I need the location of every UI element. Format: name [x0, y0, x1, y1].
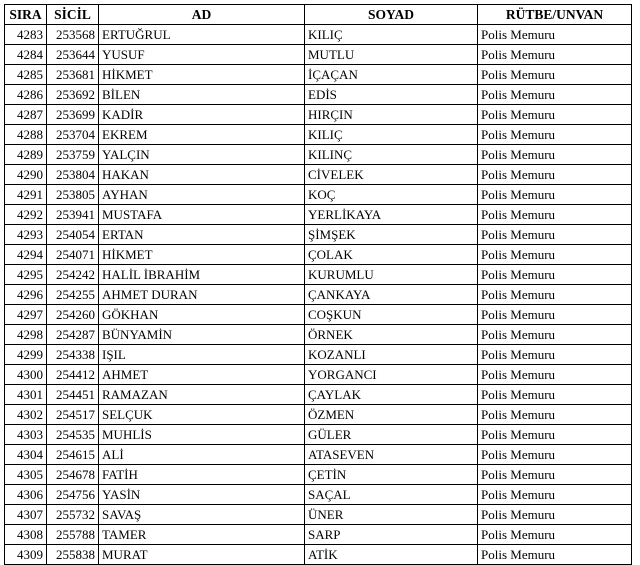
cell-sicil: 254678: [47, 465, 99, 485]
cell-ad: RAMAZAN: [99, 385, 305, 405]
cell-ad: HİKMET: [99, 245, 305, 265]
personnel-table: [4, 4, 632, 565]
cell-soyad: ÇETİN: [305, 465, 478, 485]
cell-soyad: ŞİMŞEK: [305, 225, 478, 245]
cell-soyad: ÇANKAYA: [305, 285, 478, 305]
table-row: [5, 245, 632, 265]
cell-soyad: YORGANCI: [305, 365, 478, 385]
cell-sira: 4301: [5, 385, 47, 405]
cell-rutbe: Polis Memuru: [478, 405, 632, 425]
cell-sicil: 254412: [47, 365, 99, 385]
cell-ad: HİKMET: [99, 65, 305, 85]
cell-sira: 4297: [5, 305, 47, 325]
cell-sira: 4293: [5, 225, 47, 245]
cell-ad: YALÇIN: [99, 145, 305, 165]
table-row: [5, 425, 632, 445]
cell-ad: AHMET DURAN: [99, 285, 305, 305]
cell-rutbe: Polis Memuru: [478, 25, 632, 45]
cell-sicil: 253804: [47, 165, 99, 185]
table-row: [5, 545, 632, 565]
cell-sira: 4289: [5, 145, 47, 165]
table-header-row: [5, 5, 632, 25]
header-sicil: SİCİL: [47, 5, 99, 25]
cell-soyad: KURUMLU: [305, 265, 478, 285]
cell-rutbe: Polis Memuru: [478, 125, 632, 145]
table-row: [5, 85, 632, 105]
cell-ad: HAKAN: [99, 165, 305, 185]
header-sira: SIRA: [5, 5, 47, 25]
table-row: [5, 45, 632, 65]
cell-ad: AYHAN: [99, 185, 305, 205]
cell-sira: 4300: [5, 365, 47, 385]
cell-sira: 4307: [5, 505, 47, 525]
table-row: [5, 125, 632, 145]
cell-rutbe: Polis Memuru: [478, 265, 632, 285]
table-row: [5, 105, 632, 125]
cell-sicil: 254287: [47, 325, 99, 345]
cell-soyad: ÇOLAK: [305, 245, 478, 265]
cell-soyad: SARP: [305, 525, 478, 545]
cell-ad: SAVAŞ: [99, 505, 305, 525]
cell-ad: IŞIL: [99, 345, 305, 365]
table-row: [5, 325, 632, 345]
cell-ad: ERTUĞRUL: [99, 25, 305, 45]
personnel-list-sheet: [4, 4, 632, 565]
table-row: [5, 265, 632, 285]
table-row: [5, 525, 632, 545]
cell-soyad: HIRÇIN: [305, 105, 478, 125]
cell-ad: ALİ: [99, 445, 305, 465]
cell-sicil: 254517: [47, 405, 99, 425]
cell-rutbe: Polis Memuru: [478, 445, 632, 465]
cell-sira: 4295: [5, 265, 47, 285]
cell-sicil: 253805: [47, 185, 99, 205]
cell-ad: AHMET: [99, 365, 305, 385]
table-row: [5, 165, 632, 185]
table-row: [5, 445, 632, 465]
cell-sicil: 253759: [47, 145, 99, 165]
cell-soyad: ÖRNEK: [305, 325, 478, 345]
cell-soyad: KILIÇ: [305, 25, 478, 45]
cell-rutbe: Polis Memuru: [478, 465, 632, 485]
cell-sicil: 254535: [47, 425, 99, 445]
cell-ad: YASİN: [99, 485, 305, 505]
cell-sira: 4306: [5, 485, 47, 505]
table-row: [5, 145, 632, 165]
cell-soyad: EDİS: [305, 85, 478, 105]
cell-ad: BÜNYAMİN: [99, 325, 305, 345]
cell-ad: BİLEN: [99, 85, 305, 105]
cell-sicil: 254054: [47, 225, 99, 245]
cell-ad: FATİH: [99, 465, 305, 485]
cell-sicil: 254338: [47, 345, 99, 365]
cell-rutbe: Polis Memuru: [478, 85, 632, 105]
header-rutbe: RÜTBE/UNVAN: [478, 5, 632, 25]
cell-rutbe: Polis Memuru: [478, 45, 632, 65]
cell-rutbe: Polis Memuru: [478, 105, 632, 125]
cell-rutbe: Polis Memuru: [478, 185, 632, 205]
table-row: [5, 465, 632, 485]
table-row: [5, 345, 632, 365]
cell-sira: 4298: [5, 325, 47, 345]
cell-sira: 4309: [5, 545, 47, 565]
cell-soyad: ATİK: [305, 545, 478, 565]
cell-sicil: 253568: [47, 25, 99, 45]
table-row: [5, 485, 632, 505]
cell-rutbe: Polis Memuru: [478, 305, 632, 325]
cell-soyad: KOZANLI: [305, 345, 478, 365]
cell-soyad: SAÇAL: [305, 485, 478, 505]
cell-ad: TAMER: [99, 525, 305, 545]
cell-sicil: 254615: [47, 445, 99, 465]
cell-sicil: 253681: [47, 65, 99, 85]
cell-soyad: ÜNER: [305, 505, 478, 525]
cell-sicil: 253644: [47, 45, 99, 65]
cell-ad: SELÇUK: [99, 405, 305, 425]
cell-rutbe: Polis Memuru: [478, 285, 632, 305]
cell-sira: 4299: [5, 345, 47, 365]
table-row: [5, 65, 632, 85]
cell-soyad: GÜLER: [305, 425, 478, 445]
cell-soyad: CİVELEK: [305, 165, 478, 185]
cell-sira: 4302: [5, 405, 47, 425]
cell-sira: 4283: [5, 25, 47, 45]
cell-soyad: MUTLU: [305, 45, 478, 65]
cell-sira: 4291: [5, 185, 47, 205]
cell-sira: 4284: [5, 45, 47, 65]
cell-rutbe: Polis Memuru: [478, 145, 632, 165]
cell-rutbe: Polis Memuru: [478, 245, 632, 265]
cell-sicil: 255788: [47, 525, 99, 545]
cell-rutbe: Polis Memuru: [478, 505, 632, 525]
table-row: [5, 305, 632, 325]
cell-rutbe: Polis Memuru: [478, 385, 632, 405]
cell-sira: 4290: [5, 165, 47, 185]
cell-ad: MUHLİS: [99, 425, 305, 445]
cell-ad: ERTAN: [99, 225, 305, 245]
cell-sira: 4308: [5, 525, 47, 545]
cell-sicil: 254756: [47, 485, 99, 505]
cell-sicil: 254260: [47, 305, 99, 325]
cell-rutbe: Polis Memuru: [478, 365, 632, 385]
cell-sicil: 253941: [47, 205, 99, 225]
cell-sira: 4296: [5, 285, 47, 305]
cell-soyad: ÇAYLAK: [305, 385, 478, 405]
cell-rutbe: Polis Memuru: [478, 65, 632, 85]
cell-ad: KADİR: [99, 105, 305, 125]
cell-sicil: 254451: [47, 385, 99, 405]
cell-sicil: 253699: [47, 105, 99, 125]
table-row: [5, 385, 632, 405]
cell-sicil: 254071: [47, 245, 99, 265]
cell-sira: 4294: [5, 245, 47, 265]
header-ad: AD: [99, 5, 305, 25]
table-row: [5, 185, 632, 205]
cell-rutbe: Polis Memuru: [478, 205, 632, 225]
table-body: [5, 25, 632, 565]
cell-rutbe: Polis Memuru: [478, 525, 632, 545]
table-row: [5, 285, 632, 305]
table-row: [5, 365, 632, 385]
cell-rutbe: Polis Memuru: [478, 545, 632, 565]
cell-rutbe: Polis Memuru: [478, 485, 632, 505]
table-row: [5, 225, 632, 245]
table-row: [5, 205, 632, 225]
table-row: [5, 405, 632, 425]
cell-soyad: KILINÇ: [305, 145, 478, 165]
cell-ad: MUSTAFA: [99, 205, 305, 225]
cell-sicil: 254242: [47, 265, 99, 285]
cell-sicil: 253704: [47, 125, 99, 145]
cell-sira: 4305: [5, 465, 47, 485]
cell-sira: 4286: [5, 85, 47, 105]
cell-ad: GÖKHAN: [99, 305, 305, 325]
cell-sira: 4303: [5, 425, 47, 445]
table-row: [5, 25, 632, 45]
table-row: [5, 505, 632, 525]
cell-sicil: 253692: [47, 85, 99, 105]
cell-soyad: YERLİKAYA: [305, 205, 478, 225]
cell-soyad: ATASEVEN: [305, 445, 478, 465]
cell-sicil: 255838: [47, 545, 99, 565]
cell-rutbe: Polis Memuru: [478, 325, 632, 345]
cell-sira: 4287: [5, 105, 47, 125]
cell-soyad: KOÇ: [305, 185, 478, 205]
cell-sicil: 254255: [47, 285, 99, 305]
cell-soyad: İÇAÇAN: [305, 65, 478, 85]
cell-soyad: COŞKUN: [305, 305, 478, 325]
cell-rutbe: Polis Memuru: [478, 345, 632, 365]
cell-rutbe: Polis Memuru: [478, 425, 632, 445]
cell-sira: 4285: [5, 65, 47, 85]
cell-ad: EKREM: [99, 125, 305, 145]
cell-ad: MURAT: [99, 545, 305, 565]
cell-rutbe: Polis Memuru: [478, 225, 632, 245]
cell-sira: 4288: [5, 125, 47, 145]
cell-soyad: ÖZMEN: [305, 405, 478, 425]
cell-ad: YUSUF: [99, 45, 305, 65]
header-soyad: SOYAD: [305, 5, 478, 25]
cell-sira: 4292: [5, 205, 47, 225]
cell-ad: HALİL İBRAHİM: [99, 265, 305, 285]
cell-soyad: KILIÇ: [305, 125, 478, 145]
cell-sira: 4304: [5, 445, 47, 465]
cell-rutbe: Polis Memuru: [478, 165, 632, 185]
cell-sicil: 255732: [47, 505, 99, 525]
